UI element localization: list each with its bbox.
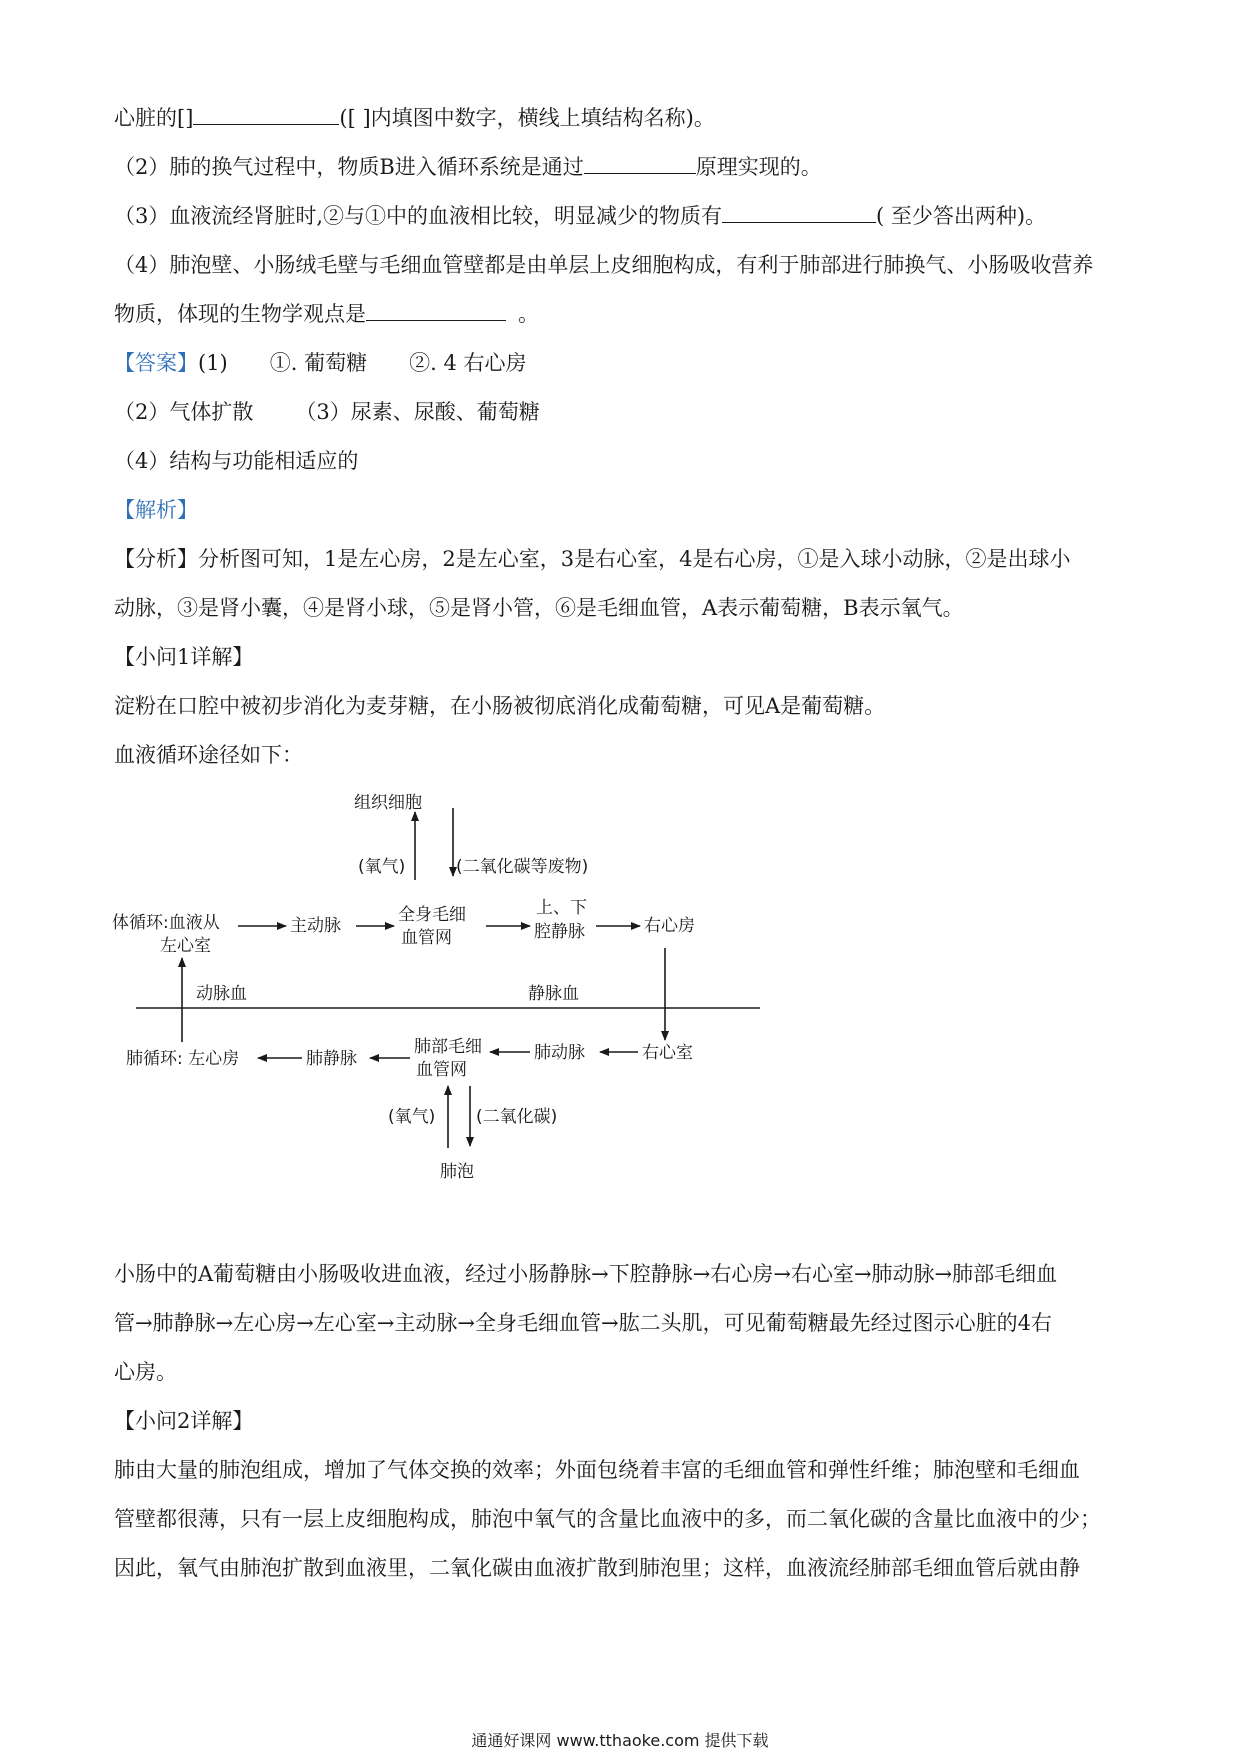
label-co2-bottom: (二氧化碳) bbox=[476, 1107, 558, 1127]
sub1-text-line2: 管→肺静脉→左心房→左心室→主动脉→全身毛细血管→肱二头肌，可见葡萄糖最先经过图示心脏的4右 bbox=[114, 1311, 1052, 1335]
answer-blank bbox=[722, 202, 876, 223]
analysis-line2: 动脉，③是肾小囊，④是肾小球，⑤是肾小管，⑥是毛细血管，A表示葡萄糖，B表示氧气。 bbox=[114, 596, 964, 620]
question-1-tail: 心脏的[] ([ ]内填图中数字，横线上填结构名称)。 bbox=[114, 106, 715, 130]
question-2: （2）肺的换气过程中，物质B进入循环系统是通过 原理实现的。 bbox=[114, 155, 822, 179]
sub2-line3: 因此，氧气由肺泡扩散到血液里，二氧化碳由血液扩散到肺泡里；这样，血液流经肺部毛细血管后就由静 bbox=[114, 1556, 1080, 1580]
label-oxygen-top: (氧气) bbox=[358, 857, 406, 877]
sub1-heading: 【小问1详解】 bbox=[114, 645, 254, 669]
label-tissue-cells: 组织细胞 bbox=[354, 793, 422, 813]
answer-line3: （4）结构与功能相适应的 bbox=[114, 449, 359, 473]
sub2-line1: 肺由大量的肺泡组成，增加了气体交换的效率；外面包绕着丰富的毛细血管和弹性纤维；肺泡壁和毛细血 bbox=[114, 1458, 1080, 1482]
label-vena-cava-1: 上、下 bbox=[536, 898, 587, 918]
label-waste-top: (二氧化碳等废物) bbox=[456, 857, 589, 877]
sub2-line2: 管壁都很薄，只有一层上皮细胞构成，肺泡中氧气的含量比血液中的多，而二氧化碳的含量比血液中的少； bbox=[114, 1507, 1101, 1531]
label-lung-capillaries-2: 血管网 bbox=[416, 1060, 467, 1080]
answer-blank bbox=[584, 153, 696, 174]
label-alveoli: 肺泡 bbox=[440, 1162, 474, 1182]
sub1-paragraph1: 淀粉在口腔中被初步消化为麦芽糖，在小肠被彻底消化成葡萄糖，可见A是葡萄糖。 bbox=[114, 694, 886, 718]
analysis-label: 【解析】 bbox=[114, 498, 198, 522]
question-4-line2: 物质，体现的生物学观点是 。 bbox=[114, 302, 539, 326]
label-right-ventricle: 右心室 bbox=[642, 1043, 693, 1063]
question-3: （3）血液流经肾脏时,②与①中的血液相比较，明显减少的物质有 ( 至少答出两种)。 bbox=[114, 204, 1047, 228]
question-4-line1: （4）肺泡壁、小肠绒毛壁与毛细血管壁都是由单层上皮细胞构成，有利于肺部进行肺换气、小肠吸收营养 bbox=[114, 253, 1094, 277]
answer-line1: 【答案】(1) ①. 葡萄糖 ②. 4 右心房 bbox=[114, 351, 527, 375]
label-arterial-blood: 动脉血 bbox=[196, 984, 247, 1004]
page-footer: 通通好课网 www.tthaoke.com 提供下载 bbox=[471, 1731, 769, 1750]
label-systemic-1: 体循环:血液从 bbox=[112, 913, 220, 933]
label-oxygen-bottom: (氧气) bbox=[388, 1107, 436, 1127]
sub1-text-line3: 心房。 bbox=[114, 1360, 177, 1384]
analysis-line1: 【分析】分析图可知，1是左心房，2是左心室，3是右心室，4是右心房，①是入球小动脉，②是出球小 bbox=[114, 547, 1071, 571]
answer-line2: （2）气体扩散 （3）尿素、尿酸、葡萄糖 bbox=[114, 400, 540, 424]
sub1-text-line1: 小肠中的A葡萄糖由小肠吸收进血液，经过小肠静脉→下腔静脉→右心房→右心室→肺动脉→肺部毛细血 bbox=[114, 1262, 1058, 1286]
answer-blank bbox=[193, 104, 339, 125]
label-right-atrium: 右心房 bbox=[644, 916, 695, 936]
label-body-capillaries-1: 全身毛细 bbox=[398, 905, 466, 925]
label-venous-blood: 静脉血 bbox=[528, 984, 579, 1004]
label-aorta: 主动脉 bbox=[290, 916, 341, 936]
label-lung-capillaries-1: 肺部毛细 bbox=[414, 1037, 482, 1057]
label-pulmonary-vein: 肺静脉 bbox=[306, 1049, 357, 1069]
label-vena-cava-2: 腔静脉 bbox=[534, 922, 585, 942]
sub1-paragraph2: 血液循环途径如下： bbox=[114, 743, 303, 767]
label-pulmonary-circulation: 肺循环: 左心房 bbox=[126, 1049, 240, 1069]
label-pulmonary-artery: 肺动脉 bbox=[534, 1043, 585, 1063]
blood-circulation-diagram bbox=[110, 780, 790, 1200]
answer-blank bbox=[366, 300, 506, 321]
sub2-heading: 【小问2详解】 bbox=[114, 1409, 254, 1433]
label-systemic-2: 左心室 bbox=[160, 936, 211, 956]
answer-label: 【答案】 bbox=[114, 351, 198, 375]
label-body-capillaries-2: 血管网 bbox=[401, 928, 452, 948]
